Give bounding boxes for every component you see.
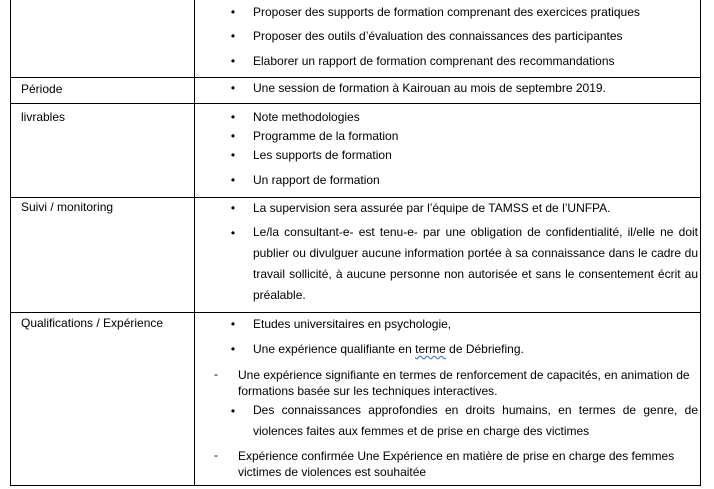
list-item: Une session de formation à Kairouan au mois de septembre 2019. — [253, 81, 606, 95]
row-divider — [10, 485, 701, 486]
list-item: Elaborer un rapport de formation comprenant des recommandations — [253, 54, 615, 68]
dash-item: Expérience confirmée Une Expérience en matière de prise en charge des femmes victimes de violences est souhaitée — [238, 449, 675, 479]
list-item: Les supports de formation — [253, 148, 392, 162]
column-divider — [194, 0, 195, 486]
row-divider — [10, 197, 701, 198]
list-item — [253, 342, 524, 356]
bullet-marker: • — [230, 81, 236, 95]
bullet-marker: • — [230, 54, 236, 68]
bullet-marker: • — [230, 110, 236, 124]
dash-marker: - — [214, 367, 218, 381]
bullet-marker: • — [230, 201, 236, 215]
row-divider — [10, 312, 701, 313]
list-item: Programme de la formation — [253, 129, 399, 143]
list-item-text: Une expérience qualifiante en — [253, 342, 416, 356]
bullet-marker: • — [230, 173, 236, 187]
bullet-marker: • — [230, 226, 236, 240]
bullet-marker: • — [230, 129, 236, 143]
list-item: Note methodologies — [253, 110, 360, 124]
bullet-marker: • — [230, 148, 236, 162]
list-item: Proposer des supports de formation comprenant des exercices pratiques — [253, 5, 640, 19]
dash-marker: - — [214, 448, 218, 462]
dash-item: Une expérience signifiante en termes de renforcement de capacités, en animation de formations basée sur les techniques interactives. — [238, 368, 690, 398]
list-item: Proposer des outils d’évaluation des connaissances des participantes — [253, 29, 623, 43]
list-item: Un rapport de formation — [253, 173, 380, 187]
bullet-marker: • — [230, 404, 236, 418]
row-divider — [10, 77, 701, 78]
list-item: La supervision sera assurée par l’équipe de TAMSS et de l’UNFPA. — [253, 201, 611, 215]
row-divider — [10, 103, 701, 104]
spellcheck-marked-word: terme — [415, 342, 446, 356]
row-label-periode: Période — [21, 82, 63, 96]
list-item-text: de Débriefing. — [445, 342, 524, 356]
bullet-marker: • — [230, 29, 236, 43]
list-item: Etudes universitaires en psychologie, — [253, 317, 452, 331]
row-label-qualifications: Qualifications / Expérience — [21, 316, 164, 330]
bullet-marker: • — [230, 317, 236, 331]
list-item: Des connaissances approfondies en droits humains, en termes de genre, de violences faites aux femmes et de prise en charge des victimes — [253, 403, 698, 438]
row-label-livrables: livrables — [21, 110, 66, 124]
list-item: Le/la consultant-e- est tenu-e- par une obligation de confidentialité, il/elle ne doit publier ou divulguer aucune information portée à sa connaissance dans le cadre du travail sollicité, à aucune personne non autorisée et sans le consentement écrit au préalable. — [253, 225, 698, 302]
row-label-suivi: Suivi / monitoring — [21, 200, 114, 214]
bullet-marker: • — [230, 342, 236, 356]
bullet-marker: • — [230, 5, 236, 19]
